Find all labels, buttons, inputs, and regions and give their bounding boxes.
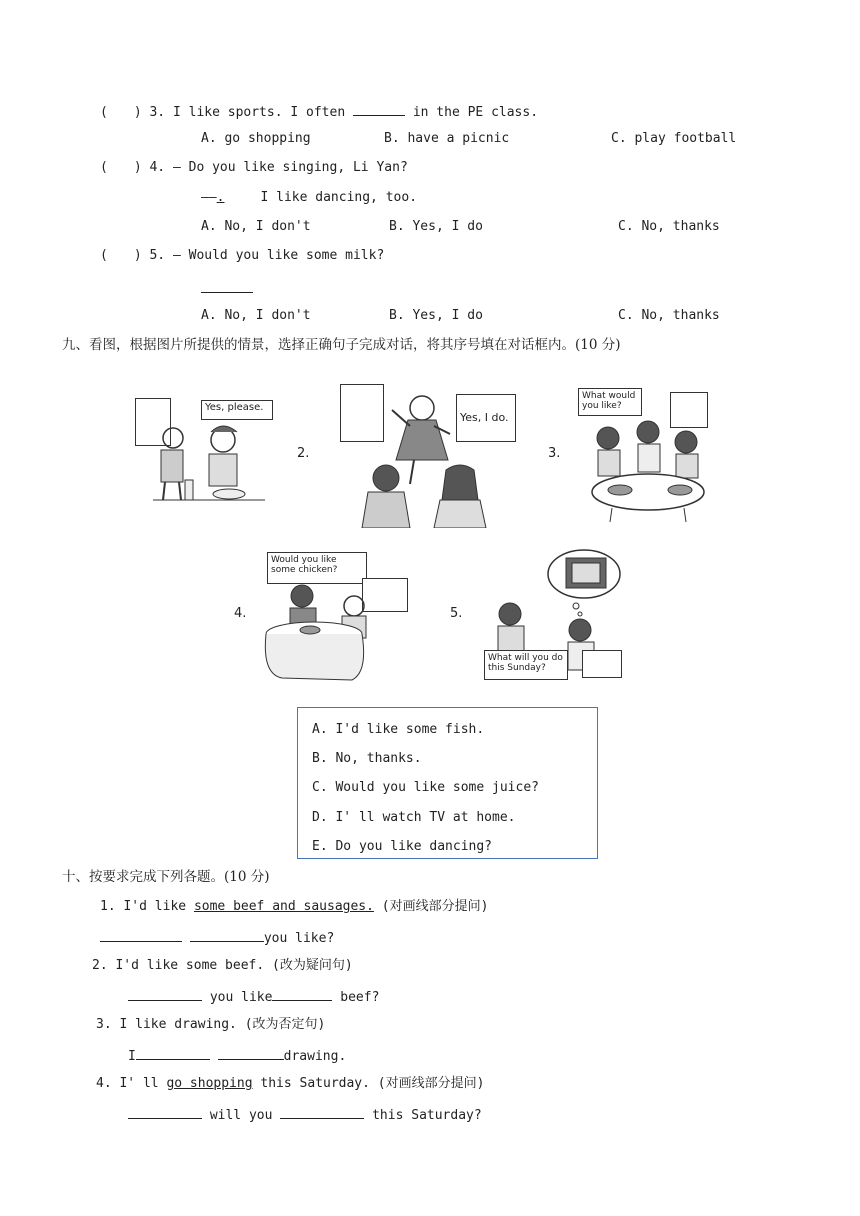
question-stem: I like sports. I often <box>172 105 346 120</box>
question-stem: — Do you like singing, Li Yan? <box>172 160 408 175</box>
picture-5-number: 5. <box>450 606 463 621</box>
answer-text: this Saturday? <box>372 1108 482 1123</box>
section10-item-1 <box>100 898 488 916</box>
q3-option-c: C. play football <box>611 131 737 146</box>
item-text: I like drawing. <box>119 1017 237 1032</box>
dash: —— <box>201 190 217 205</box>
q5-option-a: A. No, I don't <box>201 308 311 323</box>
question-stem: — Would you like some milk? <box>172 248 385 263</box>
empty-speech-bubble[interactable] <box>670 392 708 428</box>
fill-blank[interactable] <box>272 986 332 1001</box>
q5-option-c: C. No, thanks <box>618 308 720 323</box>
q4-option-a: A. No, I don't <box>201 219 311 234</box>
fill-blank[interactable] <box>128 986 202 1001</box>
picture-2 <box>322 380 530 528</box>
answer-paren[interactable]: ( ) <box>100 160 142 175</box>
speech-bubble: Yes, please. <box>201 400 273 420</box>
q3-option-a: A. go shopping <box>201 131 311 146</box>
picture-2-number: 2. <box>297 446 310 461</box>
q4-option-b: B. Yes, I do <box>389 219 483 234</box>
speech-bubble: What will you do this Sunday? <box>484 650 568 680</box>
option-a: A. I'd like some fish. <box>312 722 485 737</box>
question-stem-end: in the PE class. <box>412 105 539 120</box>
picture-3 <box>572 386 710 522</box>
fill-blank[interactable] <box>280 1104 364 1119</box>
empty-speech-bubble[interactable] <box>135 398 171 446</box>
speech-bubble: Yes, I do. <box>456 394 516 442</box>
answer-paren[interactable]: ( ) <box>100 248 142 263</box>
section10-item-4 <box>96 1075 484 1093</box>
question-number: 3. <box>149 105 166 120</box>
picture-1 <box>135 396 270 506</box>
underlined-phrase: some beef and sausages. <box>193 899 374 914</box>
option-c: C. Would you like some juice? <box>312 780 539 795</box>
section10-item-3 <box>96 1016 325 1034</box>
instruction-note: (改为否定句) <box>244 1017 326 1032</box>
fill-blank[interactable] <box>190 927 264 942</box>
instruction-note: (对画线部分提问) <box>377 1076 485 1091</box>
fill-blank[interactable] <box>218 1045 284 1060</box>
instruction-note: (对画线部分提问) <box>381 899 489 914</box>
option-b: B. No, thanks. <box>312 751 422 766</box>
item-number: 3. <box>96 1017 112 1032</box>
item-text: I'd like <box>123 899 187 914</box>
q5-answer-blank[interactable] <box>201 278 253 298</box>
fill-blank[interactable] <box>353 101 405 116</box>
picture-3-number: 3. <box>548 446 561 461</box>
answer-text: you like? <box>263 931 335 946</box>
question-4 <box>100 159 408 177</box>
fill-blank[interactable]: . <box>216 190 225 205</box>
section10-item-2-answer <box>128 986 379 1007</box>
section10-item-4-answer <box>128 1104 482 1125</box>
fill-blank[interactable] <box>100 927 182 942</box>
underlined-phrase: go shopping <box>166 1076 253 1091</box>
item-number: 1. <box>100 899 116 914</box>
fill-blank[interactable] <box>136 1045 210 1060</box>
empty-speech-bubble[interactable] <box>582 650 622 678</box>
picture-4-number: 4. <box>234 606 247 621</box>
answer-options-box <box>297 707 598 859</box>
q4-answer-line <box>201 189 417 207</box>
picture-4 <box>262 550 412 686</box>
question-number: 4. <box>149 160 166 175</box>
option-e: E. Do you like dancing? <box>312 839 493 854</box>
answer-text: I like dancing, too. <box>260 190 418 205</box>
section10-item-1-answer <box>100 927 334 948</box>
item-number: 4. <box>96 1076 112 1091</box>
section-9-title: 九、看图，根据图片所提供的情景，选择正确句子完成对话，将其序号填在对话框内。(10 分) <box>62 337 621 353</box>
item-number: 2. <box>92 958 108 973</box>
item-text: I' ll <box>119 1076 159 1091</box>
q5-option-b: B. Yes, I do <box>389 308 483 323</box>
q3-option-b: B. have a picnic <box>384 131 510 146</box>
picture-5 <box>484 548 624 682</box>
answer-paren[interactable]: ( ) <box>100 105 142 120</box>
question-number: 5. <box>149 248 166 263</box>
instruction-note: (改为疑问句) <box>272 958 353 973</box>
answer-text: drawing. <box>283 1049 347 1064</box>
speech-bubble: What would you like? <box>578 388 642 416</box>
fill-blank[interactable] <box>128 1104 202 1119</box>
question-3 <box>100 101 538 122</box>
question-5 <box>100 247 384 265</box>
section10-item-3-answer <box>128 1045 346 1066</box>
speech-bubble: Would you like some chicken? <box>267 552 367 584</box>
answer-text: you like <box>209 990 273 1005</box>
empty-speech-bubble[interactable] <box>340 384 384 442</box>
answer-text: beef? <box>340 990 380 1005</box>
q4-option-c: C. No, thanks <box>618 219 720 234</box>
section-10-title: 十、按要求完成下列各题。(10 分) <box>62 869 270 885</box>
option-d: D. I' ll watch TV at home. <box>312 810 516 825</box>
item-text: this Saturday. <box>260 1076 370 1091</box>
answer-text: will you <box>209 1108 273 1123</box>
section10-item-2 <box>92 957 353 975</box>
answer-text: I <box>128 1049 136 1064</box>
item-text: I'd like some beef. <box>115 958 265 973</box>
empty-speech-bubble[interactable] <box>362 578 408 612</box>
